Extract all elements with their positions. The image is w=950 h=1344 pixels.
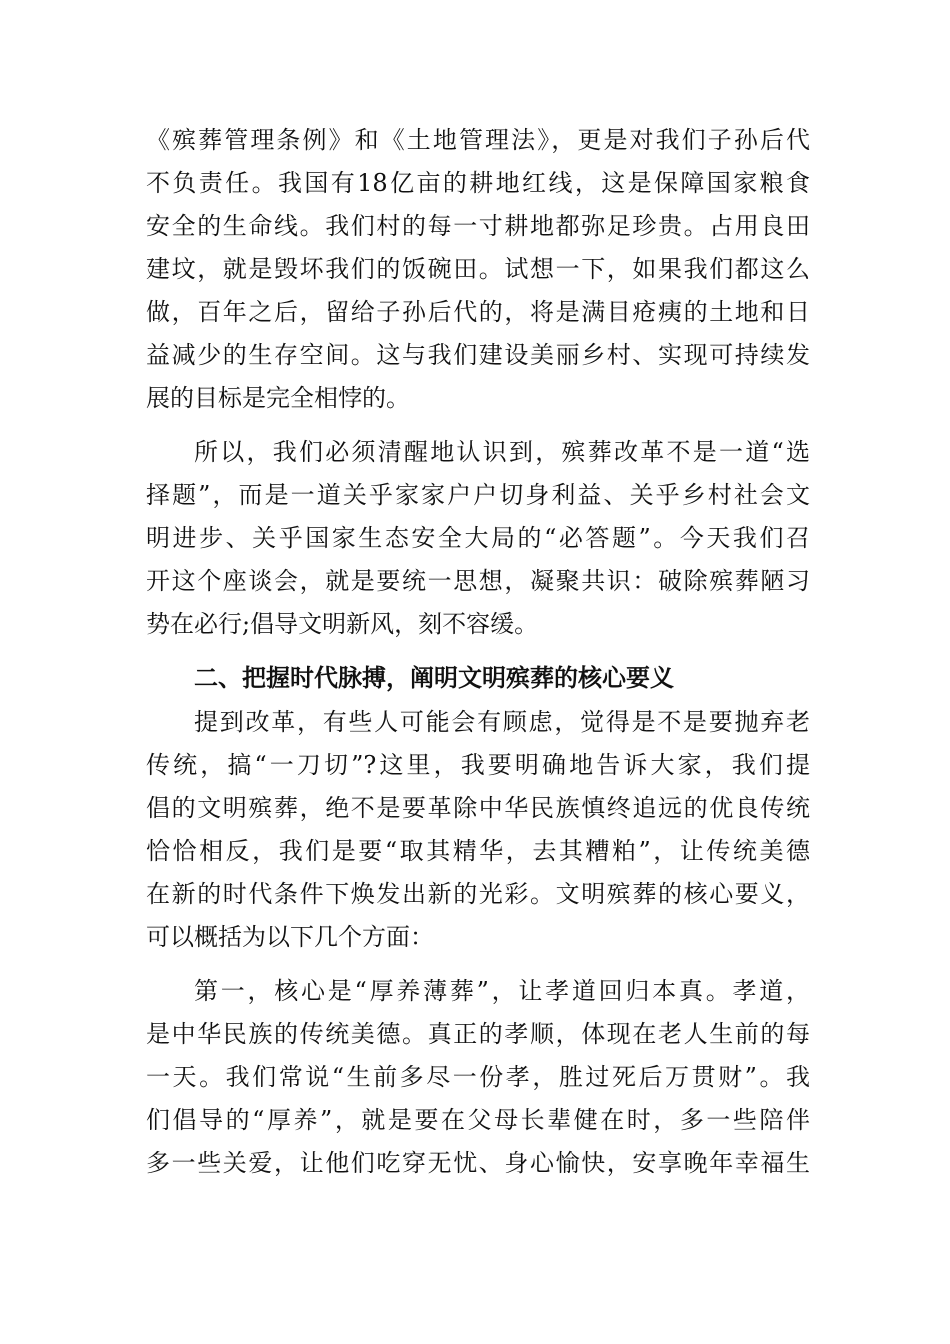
paragraph-line: 倡的文明殡葬，绝不是要革除中华民族慎终追远的优良传统 xyxy=(146,794,810,822)
paragraph-line: 一天。我们常说“生前多尽一份孝，胜过死后万贯财”。我 xyxy=(146,1063,810,1091)
paragraph-line: 所以，我们必须清醒地认识到，殡葬改革不是一道“选 xyxy=(194,438,810,466)
paragraph-line: 展的目标是完全相悖的。 xyxy=(146,384,410,412)
paragraph-line: 是中华民族的传统美德。真正的孝顺，体现在老人生前的每 xyxy=(146,1020,810,1048)
paragraph-line: 益减少的生存空间。这与我们建设美丽乡村、实现可持续发 xyxy=(146,341,810,369)
paragraph-line: 恰恰相反，我们是要“取其精华，去其糟粕”，让传统美德 xyxy=(146,837,810,865)
paragraph-line: 们倡导的“厚养”，就是要在父母长辈健在时，多一些陪伴 xyxy=(146,1106,810,1134)
paragraph-line: 择题”，而是一道关乎家家户户切身利益、关乎乡村社会文 xyxy=(146,481,810,509)
paragraph-line: 不负责任。我国有18亿亩的耕地红线，这是保障国家粮食 xyxy=(146,169,810,197)
paragraph-line: 明进步、关乎国家生态安全大局的“必答题”。今天我们召 xyxy=(146,524,810,552)
section-heading: 二、把握时代脉搏，阐明文明殡葬的核心要义 xyxy=(194,664,674,692)
paragraph-line: 传统，搞“一刀切”?这里，我要明确地告诉大家，我们提 xyxy=(146,751,810,779)
paragraph-line: 多一些关爱，让他们吃穿无忧、身心愉快，安享晚年幸福生 xyxy=(146,1149,810,1177)
paragraph-line: 第一，核心是“厚养薄葬”，让孝道回归本真。孝道， xyxy=(194,977,810,1005)
paragraph-line: 提到改革，有些人可能会有顾虑，觉得是不是要抛弃老 xyxy=(194,708,810,736)
paragraph-line: 建坟，就是毁坏我们的饭碗田。试想一下，如果我们都这么 xyxy=(146,255,810,283)
paragraph-line: 在新的时代条件下焕发出新的光彩。文明殡葬的核心要义， xyxy=(146,880,810,908)
paragraph-line: 开这个座谈会，就是要统一思想，凝聚共识：破除殡葬陋习 xyxy=(146,567,810,595)
paragraph-line: 《殡葬管理条例》和《土地管理法》，更是对我们子孙后代 xyxy=(146,126,810,154)
paragraph-line: 势在必行;倡导文明新风，刻不容缓。 xyxy=(146,610,539,638)
paragraph-line: 可以概括为以下几个方面： xyxy=(146,923,434,951)
paragraph-line: 做，百年之后，留给子孙后代的，将是满目疮痍的土地和日 xyxy=(146,298,810,326)
paragraph-line: 安全的生命线。我们村的每一寸耕地都弥足珍贵。占用良田 xyxy=(146,212,810,240)
